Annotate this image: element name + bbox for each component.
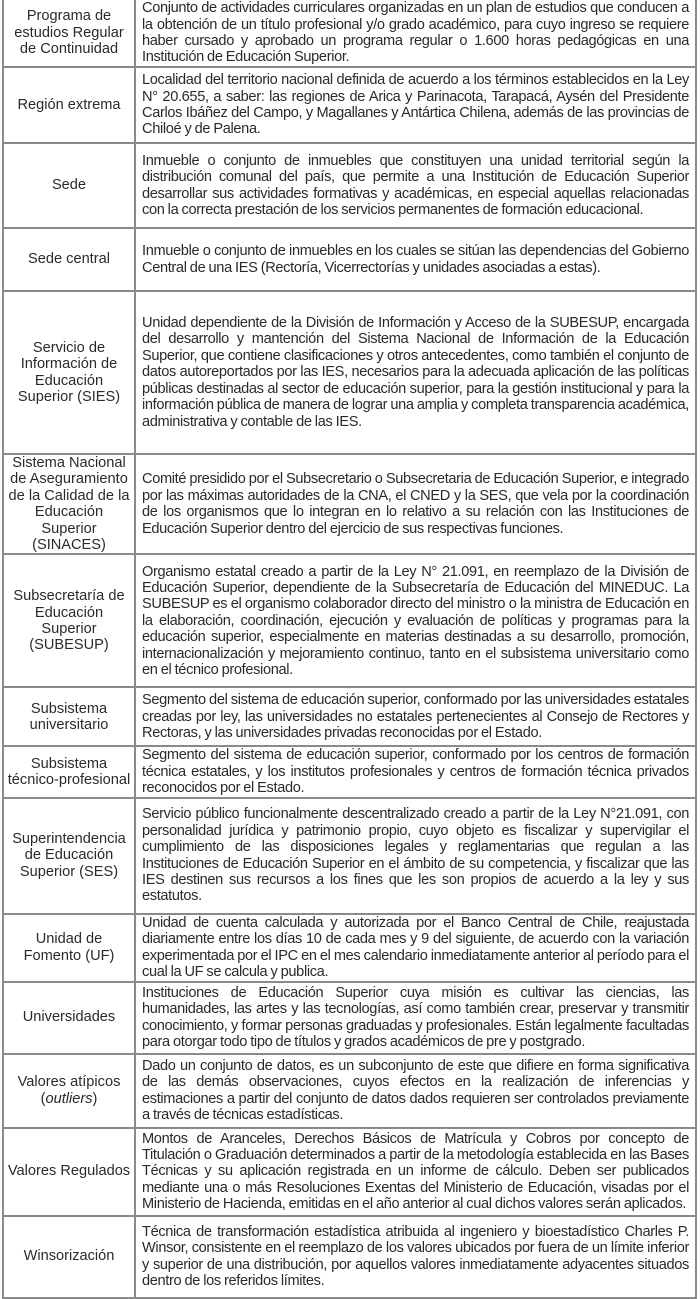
table-row	[3, 746, 696, 797]
term-cell: Universidades	[3, 982, 135, 1054]
definition-cell: Instituciones de Educación Superior cuya misión es cultivar las ciencias, las humanidades, las artes y las tecnologías, así como también crear, preservar y transmitir conocimiento, y formar personas graduadas y profesionales. Están legalmente facultadas para otorgar todo tipo de títulos y grados académicos de pre y postgrado.	[135, 982, 696, 1054]
definition-cell: Unidad dependiente de la División de Información y Acceso de la SUBESUP, encargada del desarrollo y mantención del Sistema Nacional de Información de la Educación Superior, que contiene clasificaciones y otros antecedentes, como también el conjunto de datos autoreportados por las IES, necesarios para la adecuada aplicación de las políticas públicas destinadas al sector de educación superior, para la gestión institucional y para la información pública de manera de lograr una amplia y completa transparencia académica, administrativa y contable de las IES.	[135, 291, 696, 454]
term-cell	[3, 1054, 135, 1128]
term-cell: Región extrema	[3, 67, 135, 143]
table-row	[3, 228, 696, 291]
definition-cell: Técnica de transformación estadística atribuida al ingeniero y bioestadístico Charles P. Winsor, consistente en el reemplazo de los valores ubicados por fuera de un límite inferior y superior de una distribución, por aquellos valores inmediatamente adyacentes situados dentro de los referidos límites.	[135, 1216, 696, 1298]
term-italic-text: outliers	[45, 1090, 93, 1107]
term-text-suffix: )	[92, 1090, 98, 1107]
table-row	[3, 0, 696, 67]
table-row	[3, 454, 696, 554]
definition-cell: Inmueble o conjunto de inmuebles en los cuales se sitúan las dependencias del Gobierno Central de una IES (Rectoría, Vicerrectorías y unidades asociadas a estas).	[135, 228, 696, 291]
table-row	[3, 1128, 696, 1216]
table-row	[3, 67, 696, 143]
term-cell: Programa de estudios Regular de Continuidad	[3, 0, 135, 67]
term-cell: Sistema Nacional de Aseguramiento de la Calidad de la Educación Superior (SINACES)	[3, 454, 135, 554]
term-cell: Subsistema universitario	[3, 687, 135, 746]
term-cell: Winsorización	[3, 1216, 135, 1298]
term-cell: Valores Regulados	[3, 1128, 135, 1216]
table-row	[3, 914, 696, 982]
glossary-table	[2, 0, 697, 1299]
table-row	[3, 291, 696, 454]
table-row	[3, 1054, 696, 1128]
definition-cell: Segmento del sistema de educación superior, conformado por los centros de formación técnica estatales, y los institutos profesionales y centros de formación técnica privados reconocidos por el Estado.	[135, 746, 696, 797]
term-cell: Subsistema técnico-profesional	[3, 746, 135, 797]
definition-cell: Segmento del sistema de educación superior, conformado por las universidades estatales creadas por ley, las universidades no estatales pertenecientes al Consejo de Rectores y Rectoras, y las universidades privadas reconocidas por el Estado.	[135, 687, 696, 746]
term-cell: Sede central	[3, 228, 135, 291]
term-cell: Unidad de Fomento (UF)	[3, 914, 135, 982]
term-cell: Superintendencia de Educación Superior (SES)	[3, 798, 135, 914]
table-row	[3, 554, 696, 687]
table-row	[3, 143, 696, 228]
definition-cell: Localidad del territorio nacional definida de acuerdo a los términos establecidos en la Ley N° 20.655, a saber: las regiones de Arica y Parinacota, Tarapacá, Aysén del Presidente Carlos Ibáñez del Campo, y Magallanes y Antártica Chilena, además de las provincias de Chiloé y de Palena.	[135, 67, 696, 143]
table-row	[3, 687, 696, 746]
definition-cell: Montos de Aranceles, Derechos Básicos de Matrícula y Cobros por concepto de Titulación o Graduación determinados a partir de la metodología establecida en las Bases Técnicas y su aplicación registrada en un informe de cálculo. Deben ser publicados mediante una o más Resoluciones Exentas del Ministerio de Educación, visadas por el Ministerio de Hacienda, emitidas en el año anterior al cual dichos valores serán aplicados.	[135, 1128, 696, 1216]
definition-cell: Comité presidido por el Subsecretario o Subsecretaria de Educación Superior, e integrado por las máximas autoridades de la CNA, el CNED y la SES, que vela por la coordinación de los organismos que lo integran en lo relativo a su relación con las Instituciones de Educación Superior dentro del ejercicio de sus respectivas funciones.	[135, 454, 696, 554]
definition-cell: Servicio público funcionalmente descentralizado creado a partir de la Ley N°21.091, con personalidad jurídica y patrimonio propio, cuyo objeto es fiscalizar y supervigilar el cumplimiento de las disposiciones legales y reglamentarias que regulan a las Instituciones de Educación Superior en el ámbito de su competencia, y fiscalizar que las IES destinen sus recursos a los fines que les son propios de acuerdo a la ley y sus estatutos.	[135, 798, 696, 914]
table-row	[3, 798, 696, 914]
definition-cell: Organismo estatal creado a partir de la Ley N° 21.091, en reemplazo de la División de Educación Superior, dependiente de la Subsecretaría de Educación del MINEDUC. La SUBESUP es el organismo colaborador directo del ministro o la ministra de Educación en la elaboración, coordinación, ejecución y evaluación de políticas y programas para la educación superior, especialmente en materias destinadas a su desarrollo, promoción, internacionalización y mejoramiento continuo, tanto en el subsistema universitario como en el técnico profesional.	[135, 554, 696, 687]
table-row	[3, 982, 696, 1054]
table-row	[3, 1216, 696, 1298]
term-text: Valores atípicos (	[17, 1074, 121, 1107]
definition-cell: Unidad de cuenta calculada y autorizada por el Banco Central de Chile, reajustada diariamente entre los días 10 de cada mes y 9 del siguiente, de acuerdo con la variación experimentada por el IPC en el mes calendario inmediatamente anterior al período para el cual la UF se calcula y publica.	[135, 914, 696, 982]
definition-cell: Dado un conjunto de datos, es un subconjunto de este que difiere en forma significativa de las demás observaciones, cuyos efectos en la realización de inferencias y estimaciones a partir del conjunto de datos dados requieren ser controlados previamente a través de técnicas estadísticas.	[135, 1054, 696, 1128]
definition-cell: Inmueble o conjunto de inmuebles que constituyen una unidad territorial según la distribución comunal del país, que permite a una Institución de Educación Superior desarrollar sus actividades formativas y académicas, en especial aquellas relacionadas con la correcta prestación de los servicios permanentes de formación educacional.	[135, 143, 696, 228]
definition-cell: Conjunto de actividades curriculares organizadas en un plan de estudios que conducen a la obtención de un título profesional y/o grado académico, para cuyo ingreso se requiere haber cursado y aprobado un programa regular o 1.600 horas pedagógicas en una Institución de Educación Superior.	[135, 0, 696, 67]
term-cell: Subsecretaría de Educación Superior (SUBESUP)	[3, 554, 135, 687]
term-cell: Sede	[3, 143, 135, 228]
term-cell: Servicio de Información de Educación Superior (SIES)	[3, 291, 135, 454]
